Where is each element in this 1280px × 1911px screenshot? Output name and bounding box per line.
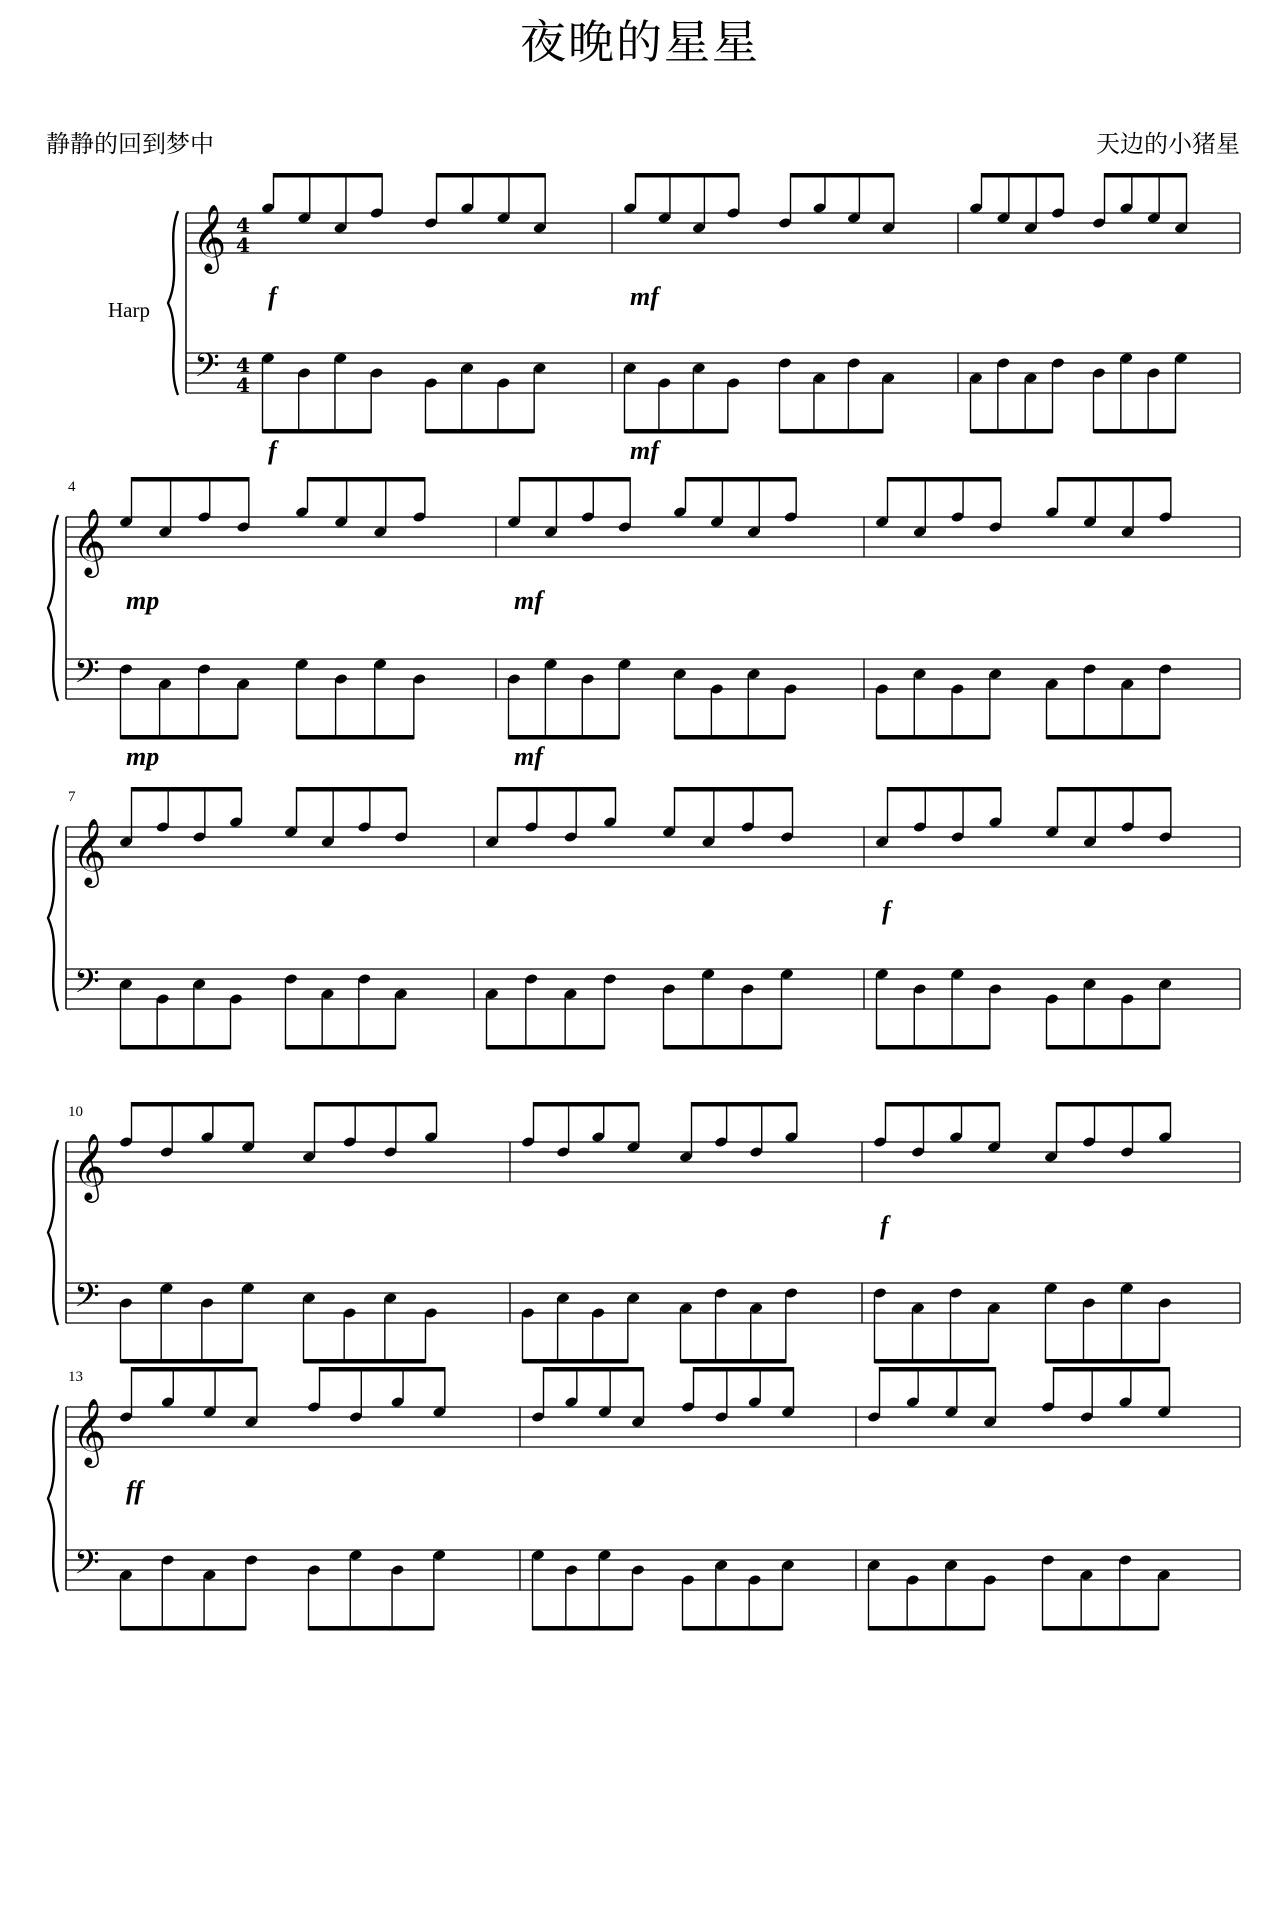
beam — [437, 173, 546, 178]
beam — [544, 1367, 644, 1372]
dynamic-marking: mf — [630, 282, 659, 311]
beam — [888, 787, 1001, 792]
instrument-label: Harp — [108, 298, 150, 322]
treble-clef-icon: 𝄞 — [192, 203, 227, 271]
beam — [886, 1102, 1000, 1107]
beam — [877, 1045, 990, 1050]
time-signature-bottom: 4 — [236, 233, 250, 257]
score-subtitle: 静静的回到梦中 — [46, 130, 214, 158]
beam — [664, 1045, 782, 1050]
beam — [315, 1102, 437, 1107]
treble-clef-icon: 𝄞 — [72, 817, 107, 885]
beam — [875, 1359, 989, 1364]
beam — [1043, 1626, 1159, 1631]
measure-number: 7 — [68, 789, 76, 805]
beam — [625, 429, 728, 434]
score-composer: 天边的小猪星 — [1096, 130, 1240, 158]
time-signature-top: 4 — [236, 353, 250, 377]
beam — [320, 1367, 445, 1372]
beam — [263, 429, 372, 434]
dynamic-marking: f — [882, 896, 891, 925]
brace — [48, 1405, 58, 1592]
beam — [1057, 1102, 1171, 1107]
dynamic-marking: f — [268, 436, 277, 465]
beam — [1054, 1367, 1170, 1372]
brace — [168, 211, 178, 395]
beam — [498, 787, 616, 792]
beam — [274, 173, 383, 178]
beam — [971, 429, 1053, 434]
beam — [121, 735, 238, 740]
beam — [681, 1359, 786, 1364]
bass-clef-icon: 𝄢 — [74, 1544, 100, 1590]
beam — [121, 1359, 243, 1364]
treble-clef-icon: 𝄞 — [72, 1132, 107, 1200]
beam — [304, 1359, 426, 1364]
system-5 — [48, 1367, 1240, 1631]
system-1 — [168, 173, 1240, 465]
dynamic-marking: mp — [126, 586, 160, 615]
beam — [982, 173, 1064, 178]
system-4 — [48, 1102, 1240, 1364]
treble-clef-icon: 𝄞 — [72, 1397, 107, 1465]
beam — [520, 477, 631, 482]
beam — [1058, 787, 1171, 792]
beam — [780, 429, 883, 434]
brace — [48, 1140, 58, 1325]
bass-clef-icon: 𝄢 — [194, 347, 220, 393]
beam — [686, 477, 797, 482]
brace — [48, 825, 58, 1011]
beam — [286, 1045, 396, 1050]
beam — [132, 477, 249, 482]
beam — [297, 787, 407, 792]
measure-number: 4 — [68, 479, 76, 495]
beam — [523, 1359, 628, 1364]
dynamic-marking: f — [880, 1211, 889, 1240]
beam — [297, 735, 414, 740]
beam — [132, 1367, 257, 1372]
system-3 — [48, 787, 1240, 1050]
beam — [675, 735, 786, 740]
measure-number: 10 — [68, 1104, 83, 1120]
beam — [692, 1102, 797, 1107]
beam — [877, 735, 990, 740]
time-signature-top: 4 — [236, 213, 250, 237]
beam — [132, 1102, 254, 1107]
beam — [683, 1626, 783, 1631]
measure-number: 13 — [68, 1369, 83, 1385]
beam — [1094, 429, 1176, 434]
dynamic-marking: f — [268, 282, 277, 311]
beam — [880, 1367, 996, 1372]
beam — [121, 1626, 246, 1631]
dynamic-marking: ff — [126, 1476, 143, 1505]
beam — [791, 173, 894, 178]
brace — [48, 515, 58, 701]
beam — [534, 1102, 639, 1107]
beam — [426, 429, 535, 434]
beam — [1046, 1359, 1160, 1364]
system-2 — [48, 477, 1240, 771]
beam — [694, 1367, 794, 1372]
beam — [132, 787, 242, 792]
bass-clef-icon: 𝄢 — [74, 1277, 100, 1323]
dynamic-marking: mp — [126, 742, 160, 771]
beam — [1105, 173, 1187, 178]
bass-clef-icon: 𝄢 — [74, 653, 100, 699]
beam — [888, 477, 1001, 482]
dynamic-marking: mf — [514, 742, 543, 771]
treble-clef-icon: 𝄞 — [72, 507, 107, 575]
time-signature-bottom: 4 — [236, 373, 250, 397]
beam — [308, 477, 425, 482]
dynamic-marking: mf — [630, 436, 659, 465]
score-title: 夜晚的星星 — [520, 15, 760, 69]
bass-clef-icon: 𝄢 — [74, 963, 100, 1009]
beam — [487, 1045, 605, 1050]
beam — [675, 787, 793, 792]
beam — [1058, 477, 1171, 482]
beam — [121, 1045, 231, 1050]
beam — [533, 1626, 633, 1631]
beam — [869, 1626, 985, 1631]
beam — [1047, 1045, 1160, 1050]
beam — [309, 1626, 434, 1631]
beam — [636, 173, 739, 178]
beam — [1047, 735, 1160, 740]
beam — [509, 735, 620, 740]
dynamic-marking: mf — [514, 586, 543, 615]
